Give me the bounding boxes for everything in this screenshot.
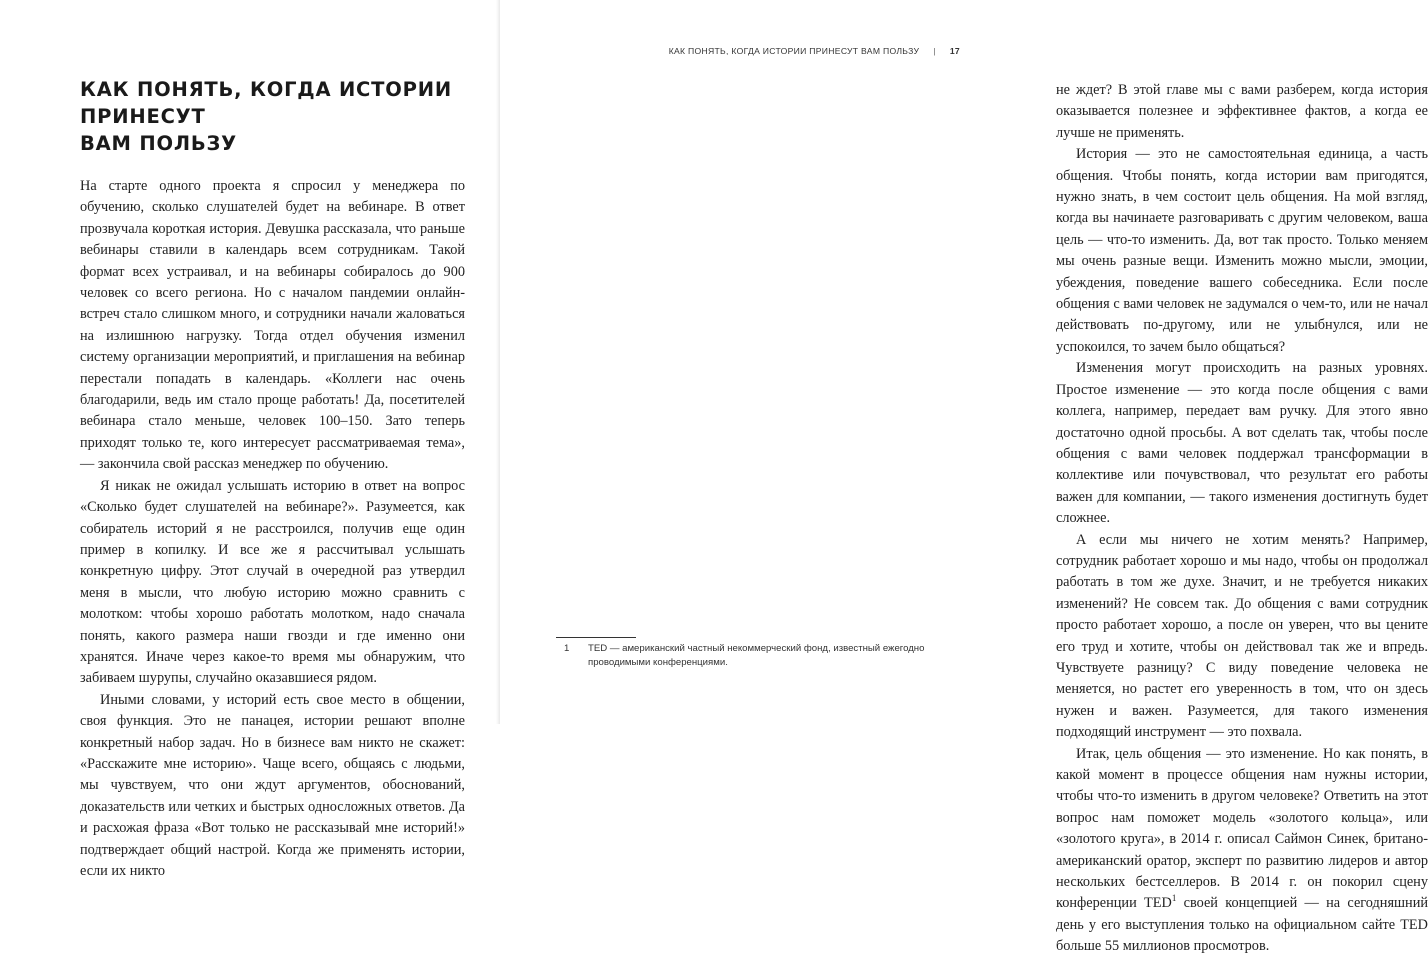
chapter-title-line-2: ВАМ ПОЛЬЗУ [80,132,237,155]
footnote-divider [556,637,636,638]
page-number: 17 [949,46,960,56]
paragraph: Изменения могут происходить на разных уровнях. Простое изменение — это когда после общения с вами коллега, например, передает вам ручку. Для этого явно достаточно одной просьбы. А вот сделать так, чтобы после общения с вами человек поддержал трансформации в коллективе или почувствовал, что результат его работы важен для компании, — такого изменения достигнуть будет сложнее. [1056,360,1428,527]
paragraph: не ждет? В этой главе мы с вами разберем, когда история оказывается полезнее и эффективнее фактов, а когда ее лучше не применять. [1056,82,1428,141]
running-head-title: КАК ПОНЯТЬ, КОГДА ИСТОРИИ ПРИНЕСУТ ВАМ ПОЛЬЗУ [668,46,920,56]
paragraph: На старте одного проекта я спросил у менеджера по обучению, сколько слушателей будет на вебинаре. В ответ прозвучала короткая история. Девушка рассказала, что раньше вебинары ставили в календарь всем сотрудникам. Такой формат всех устраивал, и на вебинары собиралось до 900 человек со всего региона. Но с началом пандемии онлайн-встреч стало слишком много, и сотрудники начали жаловаться на излишнюю нагрузку. Тогда отдел обучения изменил систему организации мероприятий, и приглашения на вебинар перестали попадать в календарь. «Коллеги нас очень благодарили, ведь им стало проще работать! Да, посетителей вебинара стало меньше, человек 100–150. Зато теперь приходят только те, кого интересует рассматриваемая тема», — закончила свой рассказ менеджер по обучению. [80,178,465,473]
right-body-text [1056,80,1428,958]
right-page [500,0,1428,955]
paragraph-with-footnote-ref [1056,744,1428,958]
paragraph: История — это не самостоятельная единица, а часть общения. Чтобы понять, когда истории вам пригодятся, нужно знать, в чем состоит цель общения. На мой взгляд, когда вы начинаете разговаривать с другим человеком, ваша цель — что-то изменить. Да, вот так просто. Только меняем мы очень разные вещи. Изменить можно мысли, эмоции, убеждения, поведение вашего собеседника. Если после общения с вами человек не задумался о чем-то, или не начал действовать по-другому, или не улыбнулся, или не успокоился, то зачем было общаться? [1056,146,1428,355]
paragraph-text-continued: своей концепцией — на сегодняшний день у его выступления только на официальном сайте TED больше 55 миллионов просмотров. [1056,895,1428,955]
left-body-text [80,176,465,882]
footnote-reference: 1 [1171,893,1177,904]
footnote-text: TED — американский частный некоммерческий фонд, известный ежегодно проводимыми конференциями. [588,643,925,668]
footnote [556,642,928,669]
paragraph: А если мы ничего не хотим менять? Например, сотрудник работает хорошо и мы надо, чтобы он продолжал работать в том же духе. Значит, и не требуется никаких изменений? Не совсем так. До общения с вами сотрудник просто работает хорошо, а после он уверен, что вы цените его труд и хотите, чтобы он действовал так же и впредь. Чувствуете разницу? С виду поведение человека не меняется, но растет его уверенность в том, что он здесь нужен и важен. Разумеется, для такого изменения подходящий инструмент — это похвала. [1056,531,1428,741]
running-head [669,46,960,56]
left-page [0,0,498,879]
chapter-title [80,76,460,157]
paragraph: Я никак не ожидал услышать историю в ответ на вопрос «Сколько будет слушателей на вебинаре?». Разумеется, как собиратель историй я не расстроился, получив еще один пример в копилку. И все же я рассчитывал услышать конкретную цифру. Этот случай в очередной раз утвердил меня в мысли, что любую историю можно сравнить с молотком: чтобы хорошо работать молотком, надо сначала понять, какого размера наши гвозди и где именно они хранятся. Иначе через какое-то время мы обнаружим, что забиваем шурупы, случайно оказавшиеся рядом. [80,477,465,687]
paragraph-text: Итак, цель общения — это изменение. Но как понять, в какой момент в процессе общения нам нужны истории, чтобы что-то изменить в другом человеке? Ответить на этот вопрос нам поможет модель «золотого кольца», или «золотого круга», в 2014 г. описал Саймон Синек, британо-американский оратор, эксперт по развитию лидеров и автор нескольких бестселлеров. В 2014 г. он покорил сцену конференции TED [1056,745,1428,912]
running-head-separator: | [933,46,936,56]
paragraph: Иными словами, у историй есть свое место в общении, своя функция. Это не панацея, истории решают вполне конкретный набор задач. Но в бизнесе вам никто не скажет: «Расскажите мне историю». Чаще всего, общаясь с людьми, мы чувствуем, что они ждут аргументов, обоснований, доказательств или четких и быстрых односложных ответов. Да и расхожая фраза «Вот только не рассказывай мне историй!» подтверждает общий настрой. Когда же применять истории, если их никто [80,691,465,879]
footnote-number: 1 [564,643,570,654]
chapter-title-line-1: КАК ПОНЯТЬ, КОГДА ИСТОРИИ ПРИНЕСУТ [80,78,452,128]
